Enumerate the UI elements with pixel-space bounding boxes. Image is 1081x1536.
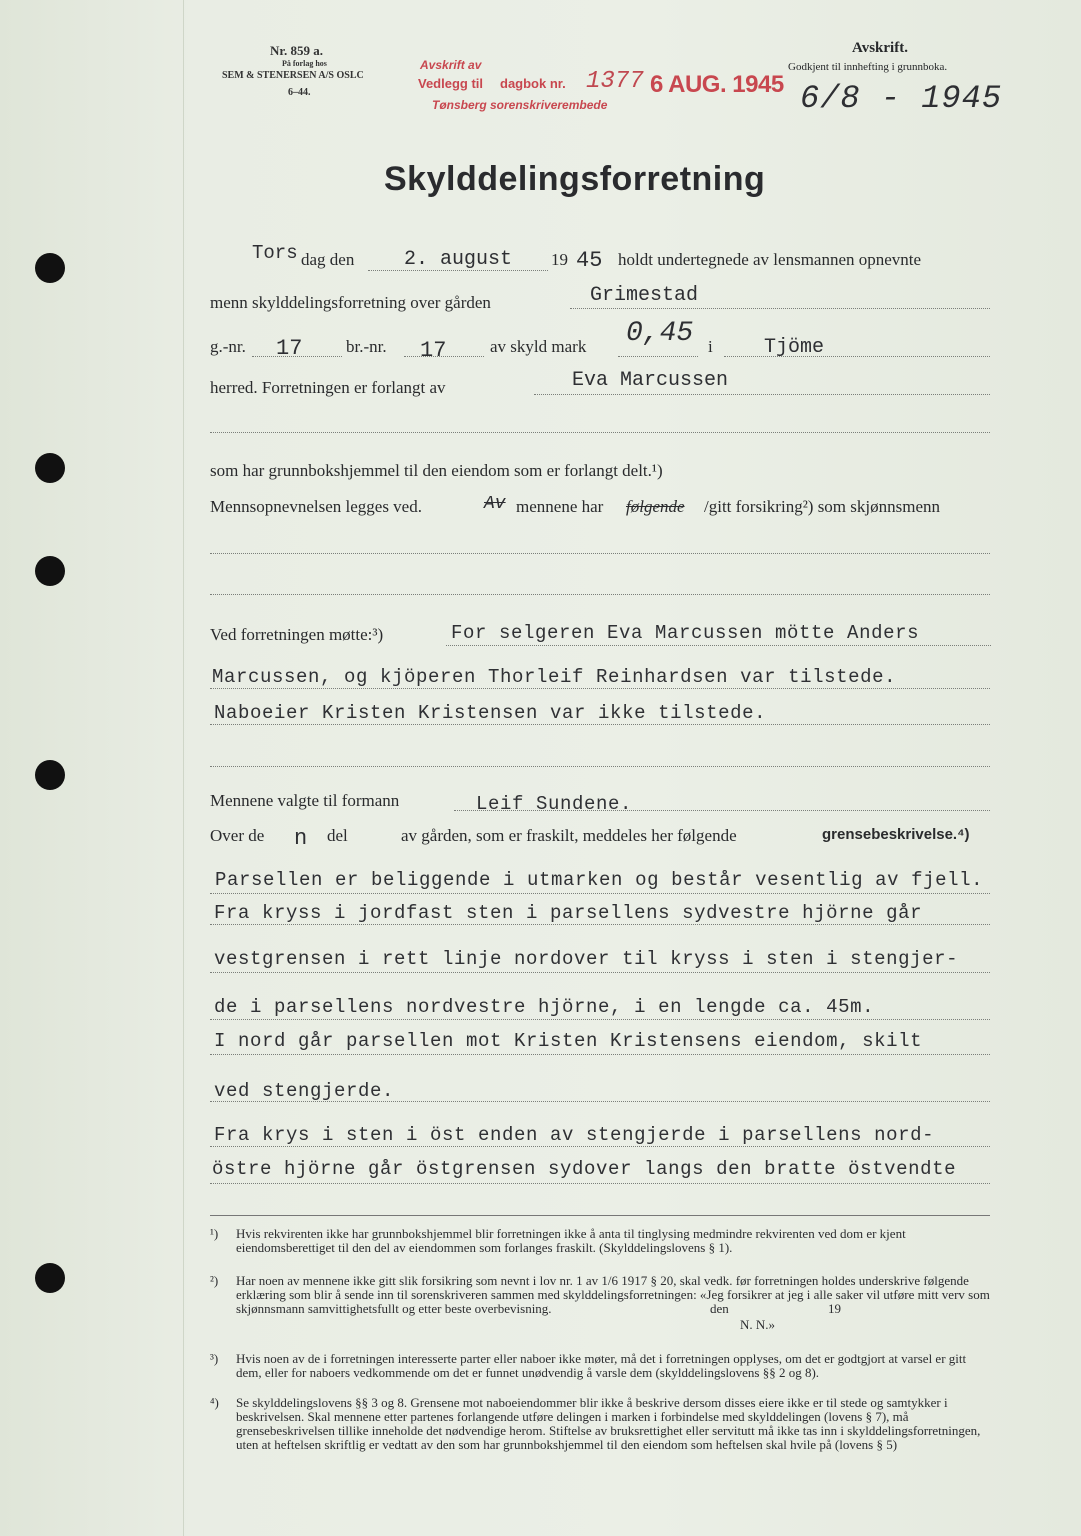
- present-line-2-rule: [210, 688, 990, 689]
- blank-line-2: [210, 553, 990, 554]
- oath-struck-word-2: følgende: [626, 497, 685, 516]
- farm-line: [570, 308, 990, 309]
- description-line-3: vestgrensen i rett linje nordover til kryss i sten i stengjer-: [214, 948, 959, 970]
- description-line-1: Parsellen er beliggende i utmarken og består vesentlig av fjell.: [215, 869, 984, 891]
- i-label: i: [708, 337, 713, 356]
- description-rule-4: [210, 1019, 990, 1020]
- grunnbok-text: som har grunnbokshjemmel til den eiendom som er forlangt delt.¹): [210, 461, 663, 480]
- stamp-dagbok-number: 1377: [586, 68, 644, 95]
- present-line-3: Naboeier Kristen Kristensen var ikke tilstede.: [214, 702, 767, 724]
- publisher-tag: På forlag hos: [282, 59, 327, 68]
- gnr-line: [252, 356, 342, 357]
- skyld-label: av skyld mark: [490, 337, 587, 356]
- gnr-label: g.-nr.: [210, 337, 246, 356]
- description-line-4: de i parsellens nordvestre hjörne, i en lengde ca. 45m.: [214, 996, 875, 1018]
- handwritten-date: 6/8 - 1945: [800, 80, 1003, 117]
- footnote-1-text: Hvis rekvirenten ikke har grunnbokshjemmel blir forretningen ikke å anta til tinglysing medmindre rekvirenten ved dom er kjent eiendomsberettiget til den del av eiendommen som forlanges fraskilt. (Skylddelingslovens § 1).: [236, 1226, 906, 1255]
- date-line: [368, 270, 548, 271]
- municipality: Tjöme: [764, 336, 825, 359]
- description-line-8: östre hjörne går östgrensen sydover langs den bratte östvendte: [212, 1158, 957, 1180]
- herred-text: herred. Forretningen er forlangt av: [210, 378, 446, 397]
- stamp-attachment: Vedlegg til: [418, 76, 484, 91]
- held-text: holdt undertegnede av lensmannen opnevnte: [618, 250, 922, 269]
- blank-line-4: [210, 766, 990, 767]
- description-rule-1: [210, 893, 990, 894]
- margin-rule: [183, 0, 184, 1536]
- oath-struck-word: Av: [484, 494, 506, 514]
- footnote-1-mark: ¹): [210, 1226, 219, 1241]
- description-line-2: Fra kryss i jordfast sten i parsellens sydvestre hjörne går: [214, 902, 923, 924]
- bnr-label: br.-nr.: [346, 337, 387, 356]
- chair-value: Leif Sundene.: [476, 793, 633, 815]
- footnote-2-den: den: [710, 1301, 729, 1316]
- oath-mid: mennene har: [516, 497, 604, 516]
- footnote-3-mark: ³): [210, 1351, 219, 1366]
- footnote-4-mark: ⁴): [210, 1395, 219, 1410]
- requester: Eva Marcussen: [572, 369, 729, 392]
- footnote-2-mark: ²): [210, 1273, 219, 1288]
- description-line-5: I nord går parsellen mot Kristen Kristensens eiendom, skilt: [214, 1030, 923, 1052]
- gnr-value: 17: [276, 336, 303, 361]
- document-title: Skylddelingsforretning: [384, 160, 766, 198]
- present-label: Ved forretningen møtte:³): [210, 625, 384, 644]
- description-rule-6: [210, 1101, 990, 1102]
- punch-hole-1: [35, 253, 65, 283]
- blank-line-1: [210, 432, 990, 433]
- over-de-label: Over de: [210, 826, 265, 845]
- punch-hole-4: [35, 760, 65, 790]
- stamp-copy-of: Avskrift av: [420, 58, 482, 72]
- date-value: 2. august: [404, 248, 513, 271]
- oath-prefix: Mennsopnevnelsen legges ved.: [210, 497, 422, 516]
- description-rule-8: [210, 1183, 990, 1184]
- copy-label: Avskrift.: [852, 40, 908, 56]
- form-number: Nr. 859 a.: [270, 43, 323, 58]
- footnote-separator: [210, 1215, 990, 1216]
- stamp-dagbok-label: dagbok nr.: [500, 76, 566, 91]
- boundary-bold: grensebeskrivelse.⁴): [822, 826, 970, 843]
- print-date: 6–44.: [288, 87, 311, 98]
- skyld-line: [618, 356, 698, 357]
- punch-hole-5: [35, 1263, 65, 1293]
- blank-line-3: [210, 594, 990, 595]
- chair-label: Mennene valgte til formann: [210, 791, 400, 810]
- footnote-3: [210, 1352, 992, 1380]
- year-prefix: 19: [551, 250, 568, 269]
- footnote-1: [210, 1227, 992, 1255]
- description-line-7: Fra krys i sten i öst enden av stengjerde i parsellens nord-: [214, 1124, 935, 1146]
- boundary-text: av gården, som er fraskilt, meddeles her følgende: [401, 826, 737, 845]
- stamp-date: 6 AUG. 1945: [650, 71, 784, 98]
- description-rule-7: [210, 1146, 990, 1147]
- footnote-2-signature: N. N.»: [740, 1317, 776, 1332]
- footnote-4-text: Se skylddelingslovens §§ 3 og 8. Grensene mot naboeiendommer blir ikke å beskrive dersom disses eiere ikke er til stede og samtykker i beskrivelsen. Skal mennene etter partenes forlangende utføre delingen i marken i forbindelse med skylddelingen (lovens § 7), må grensebeskrivelsen tillike inneholde det nødvendige herom. Stiftelse av bruksrettighet eller servitutt må ikke tas inn i skylddelingsforretningen, uten at heftelsen skriftlig er vedtatt av den som har grunnbokshjemmel til den eiendom som heftelsen skal hvile på (lovens § 5): [236, 1395, 981, 1452]
- description-line-6: ved stengjerde.: [214, 1080, 395, 1102]
- bnr-line: [404, 356, 484, 357]
- footnote-2-year: 19: [828, 1301, 841, 1316]
- punch-hole-3: [35, 556, 65, 586]
- day-suffix: dag den: [301, 250, 355, 269]
- punch-hole-2: [35, 453, 65, 483]
- footnote-4: [210, 1396, 992, 1452]
- description-rule-3: [210, 972, 990, 973]
- oath-suffix: /gitt forsikring²) som skjønnsmenn: [704, 497, 941, 516]
- present-line-1: For selgeren Eva Marcussen mötte Anders: [451, 622, 920, 644]
- present-line-3-rule: [210, 724, 990, 725]
- men-text: menn skylddelingsforretning over gården: [210, 293, 491, 312]
- footnote-2-text: Har noen av mennene ikke gitt slik forsikring som nevnt i lov nr. 1 av 1/6 1917 § 20, skal vedk. før forretningen holdes underskrive følgende erklæring som blir å sende inn til sorenskriveren sammen med skylddelingsforretningen: «Jeg forsikrer at jeg i alle saker vil utføre mitt verv som skjønnsmann samvittighetsfullt og etter beste overbevisning.: [236, 1273, 990, 1316]
- chair-line: [454, 810, 990, 811]
- over-value: n: [294, 826, 308, 851]
- municipality-line: [724, 356, 990, 357]
- year-value: 45: [576, 248, 603, 273]
- requester-line: [534, 394, 990, 395]
- skyld-value: 0,45: [626, 318, 694, 349]
- approval-text: Godkjent til innhefting i grunnboka.: [788, 61, 948, 73]
- footnote-2: [210, 1274, 992, 1330]
- publisher-name: SEM & STENERSEN A/S OSLC: [222, 70, 364, 81]
- present-line-2: Marcussen, og kjöperen Thorleif Reinhardsen var tilstede.: [212, 666, 897, 688]
- day-prefix: Tors: [252, 242, 298, 264]
- del-text: del: [327, 826, 348, 845]
- stamp-court: Tønsberg sorenskriverembede: [432, 98, 608, 112]
- present-line-1-rule: [446, 645, 991, 646]
- bnr-value: 17: [420, 338, 447, 363]
- footnote-3-text: Hvis noen av de i forretningen interesserte parter eller naboer ikke møter, må det i forretningen opplyses, om det er godtgjort at varsel er gitt dem, eller for naboers vedkommende om det er funnet unødvendig å varsle dem (skylddelingslovens §§ 2 og 8).: [236, 1351, 967, 1380]
- description-rule-5: [210, 1054, 990, 1055]
- farm-name: Grimestad: [590, 284, 699, 307]
- description-rule-2: [210, 924, 990, 925]
